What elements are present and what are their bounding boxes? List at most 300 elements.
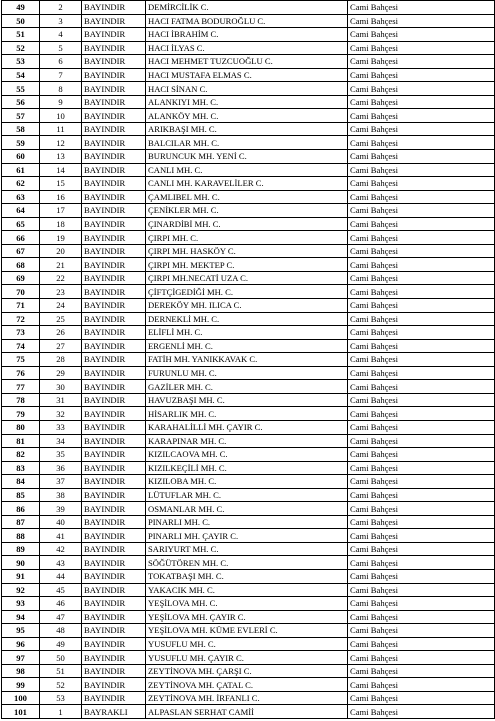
row-number-cell: 90 (2, 556, 40, 570)
table-row (2, 380, 495, 394)
mosque-name-cell: YEŞİLOVA MH. C. (146, 597, 348, 611)
location-cell: Cami Bahçesi (348, 624, 495, 638)
location-cell: Cami Bahçesi (348, 150, 495, 164)
table-row (2, 326, 495, 340)
row-number-cell: 89 (2, 542, 40, 556)
sequence-cell: 34 (40, 434, 82, 448)
table-row (2, 55, 495, 69)
location-cell: Cami Bahçesi (348, 420, 495, 434)
district-cell: BAYINDIR (82, 177, 146, 191)
mosque-name-cell: YEŞİLOVA MH. ÇAYIR C. (146, 610, 348, 624)
mosque-name-cell: KARAHALİLLİ MH. ÇAYIR C. (146, 420, 348, 434)
mosque-name-cell: ÇAMLIBEL MH. C. (146, 190, 348, 204)
district-cell: BAYINDIR (82, 163, 146, 177)
mosque-name-cell: HACI MUSTAFA ELMAS C. (146, 68, 348, 82)
row-number-cell: 101 (2, 705, 40, 719)
table-row (2, 68, 495, 82)
table-row (2, 556, 495, 570)
sequence-cell: 19 (40, 231, 82, 245)
mosque-name-cell: SARIYURT MH. C. (146, 542, 348, 556)
table-row (2, 177, 495, 191)
mosque-name-cell: ÇİFTÇİGEDİĞİ MH. C. (146, 285, 348, 299)
district-cell: BAYINDIR (82, 95, 146, 109)
location-cell: Cami Bahçesi (348, 231, 495, 245)
table-row (2, 448, 495, 462)
sequence-cell: 43 (40, 556, 82, 570)
table-row (2, 678, 495, 692)
mosque-name-cell: YUSUFLU MH. C. (146, 637, 348, 651)
table-row (2, 705, 495, 719)
table-row (2, 109, 495, 123)
row-number-cell: 79 (2, 407, 40, 421)
mosque-name-cell: FATİH MH. YANIKKAVAK C. (146, 353, 348, 367)
table-row (2, 217, 495, 231)
row-number-cell: 95 (2, 624, 40, 638)
district-cell: BAYINDIR (82, 244, 146, 258)
district-cell: BAYINDIR (82, 28, 146, 42)
sequence-cell: 35 (40, 448, 82, 462)
sequence-cell: 13 (40, 150, 82, 164)
row-number-cell: 50 (2, 14, 40, 28)
row-number-cell: 80 (2, 420, 40, 434)
table-row (2, 122, 495, 136)
district-cell: BAYINDIR (82, 217, 146, 231)
location-cell: Cami Bahçesi (348, 177, 495, 191)
table-row (2, 41, 495, 55)
table-row (2, 664, 495, 678)
district-cell: BAYINDIR (82, 624, 146, 638)
district-cell: BAYINDIR (82, 380, 146, 394)
mosque-name-cell: ZEYTİNOVA MH. ÇARŞI C. (146, 664, 348, 678)
district-cell: BAYINDIR (82, 475, 146, 489)
location-cell: Cami Bahçesi (348, 299, 495, 313)
district-cell: BAYINDIR (82, 610, 146, 624)
sequence-cell: 42 (40, 542, 82, 556)
mosque-name-cell: PINARLI MH. C. (146, 515, 348, 529)
mosque-name-cell: CANLI MH. C. (146, 163, 348, 177)
location-cell: Cami Bahçesi (348, 326, 495, 340)
table-row (2, 407, 495, 421)
row-number-cell: 77 (2, 380, 40, 394)
location-cell: Cami Bahçesi (348, 380, 495, 394)
district-cell: BAYINDIR (82, 299, 146, 313)
row-number-cell: 54 (2, 68, 40, 82)
location-cell: Cami Bahçesi (348, 217, 495, 231)
location-cell: Cami Bahçesi (348, 353, 495, 367)
table-row (2, 366, 495, 380)
location-cell: Cami Bahçesi (348, 664, 495, 678)
row-number-cell: 82 (2, 448, 40, 462)
table-row (2, 393, 495, 407)
district-cell: BAYINDIR (82, 488, 146, 502)
district-cell: BAYINDIR (82, 569, 146, 583)
row-number-cell: 60 (2, 150, 40, 164)
district-cell: BAYINDIR (82, 14, 146, 28)
sequence-cell: 27 (40, 339, 82, 353)
sequence-cell: 41 (40, 529, 82, 543)
district-cell: BAYINDIR (82, 150, 146, 164)
row-number-cell: 53 (2, 55, 40, 69)
location-cell: Cami Bahçesi (348, 488, 495, 502)
table-row (2, 637, 495, 651)
row-number-cell: 100 (2, 691, 40, 705)
district-cell: BAYINDIR (82, 190, 146, 204)
district-cell: BAYINDIR (82, 55, 146, 69)
row-number-cell: 91 (2, 569, 40, 583)
district-cell: BAYINDIR (82, 502, 146, 516)
sequence-cell: 29 (40, 366, 82, 380)
sequence-cell: 30 (40, 380, 82, 394)
table-row (2, 542, 495, 556)
mosque-name-cell: DEMİRCİLİK C. (146, 1, 348, 15)
table-row (2, 28, 495, 42)
district-cell: BAYINDIR (82, 664, 146, 678)
table-row (2, 150, 495, 164)
district-cell: BAYINDIR (82, 109, 146, 123)
row-number-cell: 66 (2, 231, 40, 245)
mosque-name-cell: PINARLI MH. ÇAYIR C. (146, 529, 348, 543)
location-cell: Cami Bahçesi (348, 583, 495, 597)
district-cell: BAYINDIR (82, 231, 146, 245)
row-number-cell: 96 (2, 637, 40, 651)
district-cell: BAYINDIR (82, 339, 146, 353)
mosque-name-cell: ERGENLİ MH. C. (146, 339, 348, 353)
sequence-cell: 23 (40, 285, 82, 299)
row-number-cell: 83 (2, 461, 40, 475)
district-cell: BAYINDIR (82, 366, 146, 380)
location-cell: Cami Bahçesi (348, 136, 495, 150)
table-row (2, 515, 495, 529)
table-row (2, 420, 495, 434)
row-number-cell: 92 (2, 583, 40, 597)
district-cell: BAYINDIR (82, 461, 146, 475)
mosque-name-cell: ÇENİKLER MH. C. (146, 204, 348, 218)
row-number-cell: 49 (2, 1, 40, 15)
mosque-name-cell: HİSARLIK MH. C. (146, 407, 348, 421)
district-cell: BAYINDIR (82, 312, 146, 326)
location-cell: Cami Bahçesi (348, 691, 495, 705)
table-row (2, 136, 495, 150)
location-cell: Cami Bahçesi (348, 651, 495, 665)
district-cell: BAYINDIR (82, 637, 146, 651)
table-row (2, 163, 495, 177)
table-row (2, 502, 495, 516)
location-cell: Cami Bahçesi (348, 204, 495, 218)
location-cell: Cami Bahçesi (348, 393, 495, 407)
location-cell: Cami Bahçesi (348, 339, 495, 353)
location-cell: Cami Bahçesi (348, 705, 495, 719)
row-number-cell: 98 (2, 664, 40, 678)
mosque-name-cell: KIZILOBA MH. C. (146, 475, 348, 489)
mosque-name-cell: ÇIRPI MH.NECATİ UZA C. (146, 271, 348, 285)
location-cell: Cami Bahçesi (348, 542, 495, 556)
district-cell: BAYINDIR (82, 285, 146, 299)
table-row (2, 624, 495, 638)
sequence-cell: 8 (40, 82, 82, 96)
district-cell: BAYINDIR (82, 583, 146, 597)
location-cell: Cami Bahçesi (348, 55, 495, 69)
sequence-cell: 5 (40, 41, 82, 55)
district-cell: BAYINDIR (82, 434, 146, 448)
district-cell: BAYINDIR (82, 651, 146, 665)
row-number-cell: 78 (2, 393, 40, 407)
row-number-cell: 67 (2, 244, 40, 258)
district-cell: BAYINDIR (82, 271, 146, 285)
district-cell: BAYINDIR (82, 258, 146, 272)
district-cell: BAYINDIR (82, 82, 146, 96)
mosque-name-cell: ALPASLAN SERHAT CAMİİ (146, 705, 348, 719)
table-body (2, 1, 495, 719)
row-number-cell: 93 (2, 597, 40, 611)
sequence-cell: 40 (40, 515, 82, 529)
district-cell: BAYINDIR (82, 393, 146, 407)
district-cell: BAYINDIR (82, 515, 146, 529)
mosque-name-cell: OSMANLAR MH. C. (146, 502, 348, 516)
sequence-cell: 7 (40, 68, 82, 82)
sequence-cell: 37 (40, 475, 82, 489)
table-row (2, 244, 495, 258)
sequence-cell: 25 (40, 312, 82, 326)
mosque-name-cell: ARIKBAŞI MH. C. (146, 122, 348, 136)
location-cell: Cami Bahçesi (348, 434, 495, 448)
mosque-name-cell: HACI SİNAN C. (146, 82, 348, 96)
location-cell: Cami Bahçesi (348, 95, 495, 109)
location-cell: Cami Bahçesi (348, 637, 495, 651)
sequence-cell: 12 (40, 136, 82, 150)
sequence-cell: 1 (40, 705, 82, 719)
sequence-cell: 10 (40, 109, 82, 123)
row-number-cell: 52 (2, 41, 40, 55)
mosque-name-cell: LÜTUFLAR MH. C. (146, 488, 348, 502)
district-cell: BAYINDIR (82, 448, 146, 462)
row-number-cell: 62 (2, 177, 40, 191)
table-row (2, 285, 495, 299)
row-number-cell: 63 (2, 190, 40, 204)
mosque-name-cell: HACI İBRAHİM C. (146, 28, 348, 42)
district-cell: BAYINDIR (82, 326, 146, 340)
row-number-cell: 71 (2, 299, 40, 313)
mosque-name-cell: ÇINARDİBİ MH. C. (146, 217, 348, 231)
row-number-cell: 51 (2, 28, 40, 42)
sequence-cell: 39 (40, 502, 82, 516)
mosque-name-cell: YUSUFLU MH. ÇAYIR C. (146, 651, 348, 665)
mosque-name-cell: YEŞİLOVA MH. KÜME EVLERİ C. (146, 624, 348, 638)
sequence-cell: 9 (40, 95, 82, 109)
location-cell: Cami Bahçesi (348, 122, 495, 136)
table-row (2, 339, 495, 353)
mosque-name-cell: BURUNCUK MH. YENİ C. (146, 150, 348, 164)
row-number-cell: 73 (2, 326, 40, 340)
sequence-cell: 46 (40, 597, 82, 611)
location-cell: Cami Bahçesi (348, 271, 495, 285)
mosque-name-cell: BALCILAR MH. C. (146, 136, 348, 150)
sequence-cell: 26 (40, 326, 82, 340)
location-cell: Cami Bahçesi (348, 68, 495, 82)
location-cell: Cami Bahçesi (348, 312, 495, 326)
row-number-cell: 88 (2, 529, 40, 543)
mosque-name-cell: SÖĞÜTÖREN MH. C. (146, 556, 348, 570)
mosque-name-cell: ZEYTİNOVA MH. ÇATAL C. (146, 678, 348, 692)
sequence-cell: 3 (40, 14, 82, 28)
sequence-cell: 51 (40, 664, 82, 678)
row-number-cell: 64 (2, 204, 40, 218)
sequence-cell: 6 (40, 55, 82, 69)
location-cell: Cami Bahçesi (348, 28, 495, 42)
district-cell: BAYINDIR (82, 1, 146, 15)
sequence-cell: 4 (40, 28, 82, 42)
table-row (2, 651, 495, 665)
sequence-cell: 33 (40, 420, 82, 434)
location-cell: Cami Bahçesi (348, 461, 495, 475)
location-cell: Cami Bahçesi (348, 448, 495, 462)
table-row (2, 353, 495, 367)
sequence-cell: 53 (40, 691, 82, 705)
sequence-cell: 44 (40, 569, 82, 583)
row-number-cell: 65 (2, 217, 40, 231)
district-cell: BAYINDIR (82, 678, 146, 692)
sequence-cell: 16 (40, 190, 82, 204)
sequence-cell: 38 (40, 488, 82, 502)
table-row (2, 312, 495, 326)
mosque-list-table (1, 0, 495, 719)
sequence-cell: 50 (40, 651, 82, 665)
sequence-cell: 47 (40, 610, 82, 624)
row-number-cell: 94 (2, 610, 40, 624)
sequence-cell: 52 (40, 678, 82, 692)
location-cell: Cami Bahçesi (348, 41, 495, 55)
row-number-cell: 76 (2, 366, 40, 380)
location-cell: Cami Bahçesi (348, 14, 495, 28)
district-cell: BAYINDIR (82, 556, 146, 570)
mosque-name-cell: ZEYTİNOVA MH. İRFANLI C. (146, 691, 348, 705)
location-cell: Cami Bahçesi (348, 285, 495, 299)
sequence-cell: 36 (40, 461, 82, 475)
row-number-cell: 97 (2, 651, 40, 665)
row-number-cell: 70 (2, 285, 40, 299)
location-cell: Cami Bahçesi (348, 502, 495, 516)
table-row (2, 95, 495, 109)
mosque-name-cell: FURUNLU MH. C. (146, 366, 348, 380)
mosque-name-cell: TOKATBAŞI MH. C. (146, 569, 348, 583)
district-cell: BAYINDIR (82, 542, 146, 556)
sequence-cell: 18 (40, 217, 82, 231)
location-cell: Cami Bahçesi (348, 515, 495, 529)
location-cell: Cami Bahçesi (348, 190, 495, 204)
row-number-cell: 72 (2, 312, 40, 326)
location-cell: Cami Bahçesi (348, 610, 495, 624)
table-row (2, 461, 495, 475)
table-row (2, 231, 495, 245)
mosque-name-cell: HACI FATMA BODUROĞLU C. (146, 14, 348, 28)
table-row (2, 82, 495, 96)
table-row (2, 529, 495, 543)
mosque-name-cell: GAZİLER MH. C. (146, 380, 348, 394)
location-cell: Cami Bahçesi (348, 597, 495, 611)
row-number-cell: 69 (2, 271, 40, 285)
district-cell: BAYINDIR (82, 68, 146, 82)
mosque-name-cell: ELİFLİ MH. C. (146, 326, 348, 340)
mosque-name-cell: CANLI MH. KARAVELİLER C. (146, 177, 348, 191)
table-row (2, 190, 495, 204)
table-row (2, 299, 495, 313)
district-cell: BAYINDIR (82, 420, 146, 434)
mosque-name-cell: KIZILKEÇİLİ MH. C. (146, 461, 348, 475)
location-cell: Cami Bahçesi (348, 569, 495, 583)
district-cell: BAYRAKLI (82, 705, 146, 719)
mosque-name-cell: HACI MEHMET TUZCUOĞLU C. (146, 55, 348, 69)
location-cell: Cami Bahçesi (348, 109, 495, 123)
location-cell: Cami Bahçesi (348, 163, 495, 177)
table-row (2, 583, 495, 597)
mosque-name-cell: YAKACIK MH. C. (146, 583, 348, 597)
location-cell: Cami Bahçesi (348, 529, 495, 543)
district-cell: BAYINDIR (82, 122, 146, 136)
sequence-cell: 49 (40, 637, 82, 651)
sequence-cell: 14 (40, 163, 82, 177)
mosque-name-cell: DERNEKLİ MH. C. (146, 312, 348, 326)
district-cell: BAYINDIR (82, 407, 146, 421)
location-cell: Cami Bahçesi (348, 258, 495, 272)
sequence-cell: 17 (40, 204, 82, 218)
sequence-cell: 2 (40, 1, 82, 15)
mosque-name-cell: KARAPINAR MH. C. (146, 434, 348, 448)
district-cell: BAYINDIR (82, 529, 146, 543)
table-row (2, 434, 495, 448)
district-cell: BAYINDIR (82, 41, 146, 55)
row-number-cell: 56 (2, 95, 40, 109)
location-cell: Cami Bahçesi (348, 475, 495, 489)
sequence-cell: 28 (40, 353, 82, 367)
row-number-cell: 57 (2, 109, 40, 123)
sequence-cell: 21 (40, 258, 82, 272)
sequence-cell: 15 (40, 177, 82, 191)
district-cell: BAYINDIR (82, 136, 146, 150)
row-number-cell: 81 (2, 434, 40, 448)
district-cell: BAYINDIR (82, 353, 146, 367)
row-number-cell: 74 (2, 339, 40, 353)
row-number-cell: 55 (2, 82, 40, 96)
mosque-name-cell: HAVUZBAŞI MH. C. (146, 393, 348, 407)
row-number-cell: 86 (2, 502, 40, 516)
table-row (2, 204, 495, 218)
mosque-name-cell: HACI İLYAS C. (146, 41, 348, 55)
location-cell: Cami Bahçesi (348, 678, 495, 692)
table-row (2, 14, 495, 28)
row-number-cell: 85 (2, 488, 40, 502)
sequence-cell: 20 (40, 244, 82, 258)
table-row (2, 597, 495, 611)
location-cell: Cami Bahçesi (348, 556, 495, 570)
mosque-name-cell: KIZILCAOVA MH. C. (146, 448, 348, 462)
district-cell: BAYINDIR (82, 597, 146, 611)
sequence-cell: 32 (40, 407, 82, 421)
table-row (2, 475, 495, 489)
table-row (2, 271, 495, 285)
location-cell: Cami Bahçesi (348, 82, 495, 96)
mosque-name-cell: ÇIRPI MH. MEKTEP C. (146, 258, 348, 272)
table-row (2, 1, 495, 15)
mosque-name-cell: DEREKÖY MH. ILICA C. (146, 299, 348, 313)
sequence-cell: 45 (40, 583, 82, 597)
row-number-cell: 99 (2, 678, 40, 692)
district-cell: BAYINDIR (82, 204, 146, 218)
row-number-cell: 75 (2, 353, 40, 367)
sequence-cell: 31 (40, 393, 82, 407)
sequence-cell: 11 (40, 122, 82, 136)
location-cell: Cami Bahçesi (348, 244, 495, 258)
sequence-cell: 48 (40, 624, 82, 638)
sequence-cell: 22 (40, 271, 82, 285)
